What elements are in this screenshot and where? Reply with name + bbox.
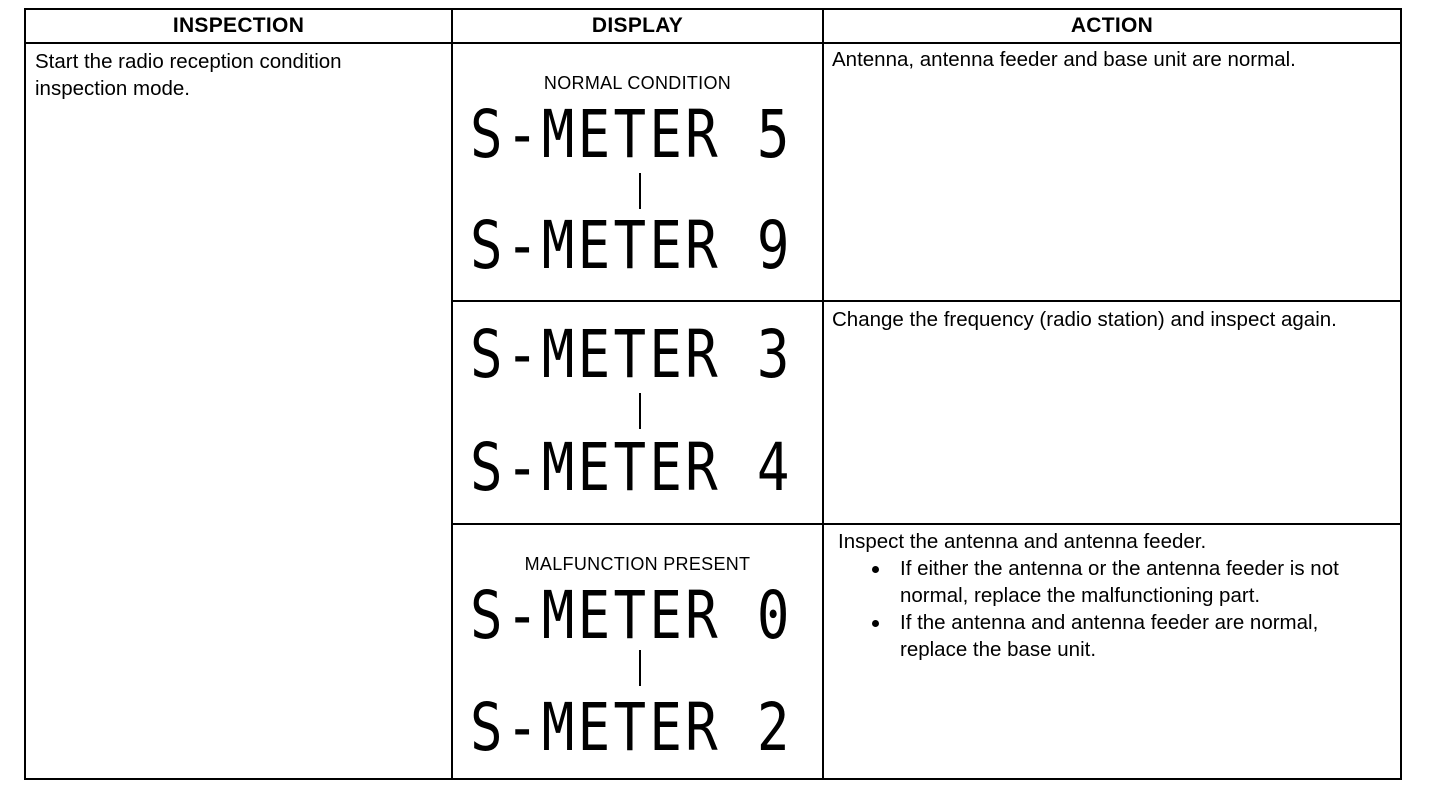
action-bullet-text: If the antenna and antenna feeder are normal, replace the base unit.: [900, 611, 1319, 661]
row-divider: [452, 523, 1400, 525]
display-caption-normal: NORMAL CONDITION: [543, 73, 732, 93]
action-bullet-list: [866, 555, 1388, 663]
meter-reading: S-METER 9: [470, 207, 793, 284]
column-divider: [451, 10, 453, 778]
header-inspection: INSPECTION: [172, 14, 305, 37]
action-bullet-text: If either the antenna or the antenna feeder is not normal, replace the malfunctioning part.: [900, 557, 1339, 607]
column-divider: [822, 10, 824, 778]
action-text: Antenna, antenna feeder and base unit are normal.: [832, 48, 1296, 71]
header-action: ACTION: [1070, 14, 1154, 37]
bullet-icon: [872, 620, 879, 627]
range-connector: [639, 650, 641, 686]
meter-reading: S-METER 3: [470, 316, 793, 393]
inspection-table: [24, 8, 1402, 780]
bullet-icon: [872, 566, 879, 573]
inspection-text: Start the radio reception condition inspection mode.: [35, 50, 342, 100]
range-connector: [639, 173, 641, 209]
range-connector: [639, 393, 641, 429]
action-bullet-item: [866, 609, 1388, 663]
header-divider: [26, 42, 1400, 44]
header-display: DISPLAY: [591, 14, 684, 37]
row-divider: [452, 300, 1400, 302]
action-text: Inspect the antenna and antenna feeder.: [838, 530, 1207, 553]
meter-reading: S-METER 0: [470, 577, 793, 654]
meter-reading: S-METER 2: [470, 689, 793, 766]
action-text: Change the frequency (radio station) and inspect again.: [832, 308, 1337, 331]
meter-reading: S-METER 4: [470, 429, 793, 506]
display-caption-malfunction: MALFUNCTION PRESENT: [524, 554, 751, 574]
action-bullet-item: [866, 555, 1388, 609]
meter-reading: S-METER 5: [470, 96, 793, 173]
